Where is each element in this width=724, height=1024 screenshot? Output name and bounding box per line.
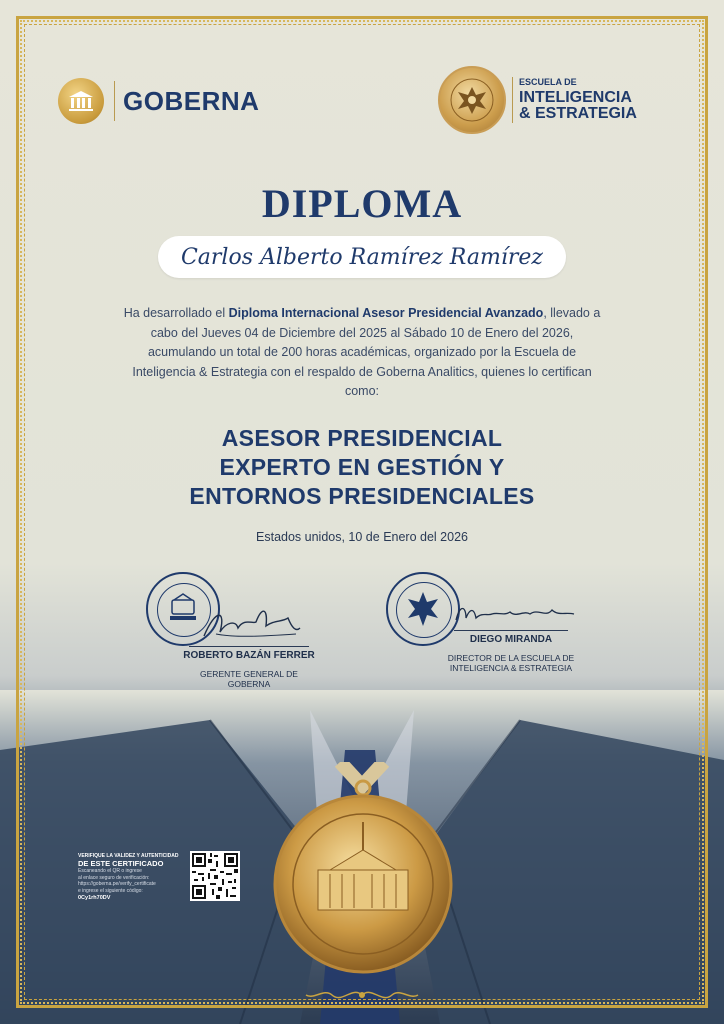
signer-roberto — [176, 646, 322, 689]
gold-medal-image — [270, 762, 456, 974]
building-icon — [58, 78, 104, 124]
signer-name: ROBERTO BAZÁN FERRER — [183, 650, 315, 661]
qr-code[interactable] — [190, 851, 240, 901]
goberna-logo — [58, 76, 259, 126]
verify-link[interactable]: https://goberna.pe/verify_certificate — [78, 881, 156, 887]
verify-line1: VERIFIQUE LA VALIDEZ Y AUTENTICIDAD — [78, 853, 179, 859]
certified-title-line3: ENTORNOS PRESIDENCIALES — [189, 483, 535, 509]
signature-diego — [452, 598, 584, 634]
verify-line3: Escaneando el QR o ingrese — [78, 868, 142, 874]
verify-line2: DE ESTE CERTIFICADO — [78, 859, 164, 868]
verification-block — [78, 853, 190, 901]
program-name: Diploma Internacional Asesor Presidencial Avanzado — [228, 306, 544, 320]
body-intro: Ha desarrollado el — [123, 306, 229, 320]
escuela-logo-line2: INTELIGENCIA — [519, 89, 632, 106]
certified-title-line1: ASESOR PRESIDENCIAL — [221, 425, 503, 451]
verify-line4: al enlace seguro de verificación: — [78, 874, 150, 881]
diploma-title: DIPLOMA — [261, 181, 463, 226]
recipient-name: Carlos Alberto Ramírez Ramírez — [180, 244, 544, 270]
signer-role-line2: INTELIGENCIA & ESTRATEGIA — [449, 663, 573, 673]
recipient-name-box — [158, 236, 566, 278]
escuela-logo — [438, 66, 637, 134]
certified-title-line2: EXPERTO EN GESTIÓN Y — [219, 454, 505, 480]
signer-diego — [446, 630, 576, 673]
signer-role-line1: DIRECTOR DE LA ESCUELA DE — [447, 653, 575, 663]
body-rest: , llevado a cabo del Jueves 04 de Diciembre del 2025 al Sábado 10 de Enero del 2026, acumulando un total de 200 horas académicas, organizado por la Escuela de Inteligencia & Estrategia con el respaldo de Goberna Analitics, quienes lo certifican como: — [132, 306, 601, 398]
escuela-logo-line1: ESCUELA DE — [519, 77, 577, 87]
verify-code: 0Cy1rh70DV — [78, 895, 111, 901]
eagle-seal-icon — [438, 66, 506, 134]
signer-role-line1: GERENTE GENERAL DE — [200, 669, 298, 679]
signer-name: DIEGO MIRANDA — [469, 634, 553, 645]
certified-title — [0, 424, 724, 511]
diploma-body-text — [118, 304, 606, 402]
goberna-logo-text: GOBERNA — [123, 85, 260, 116]
signer-role-line2: GOBERNA — [227, 679, 271, 689]
place-date: Estados unidos, 10 de Enero del 2026 — [256, 530, 468, 544]
verify-line6: e ingrese el siguiente código: — [78, 887, 143, 894]
signature-roberto — [196, 598, 306, 648]
escuela-logo-line3: & ESTRATEGIA — [519, 105, 637, 122]
bottom-ornament — [302, 986, 422, 1004]
